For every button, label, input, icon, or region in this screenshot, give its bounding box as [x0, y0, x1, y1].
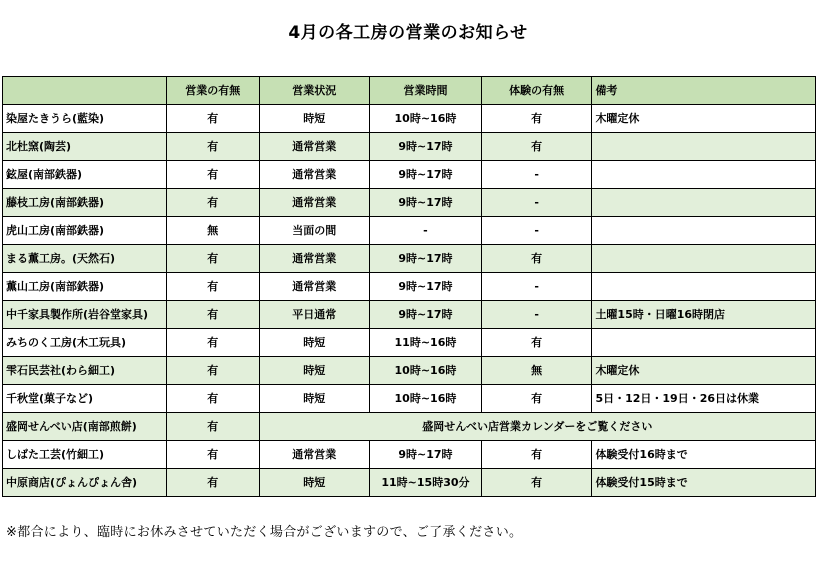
- cell-remarks: 体験受付15時まで: [592, 469, 816, 497]
- header-name: [3, 77, 167, 105]
- cell-hours: 11時~16時: [370, 329, 482, 357]
- cell-open: 無: [166, 217, 259, 245]
- header-status: 営業状況: [259, 77, 369, 105]
- cell-open: 有: [166, 329, 259, 357]
- cell-hours: 9時~17時: [370, 189, 482, 217]
- cell-experience: 無: [481, 357, 592, 385]
- cell-experience: 有: [481, 245, 592, 273]
- cell-open: 有: [166, 301, 259, 329]
- cell-status: 通常営業: [259, 273, 369, 301]
- cell-name: 北杜窯(陶芸): [3, 133, 167, 161]
- cell-experience: -: [481, 217, 592, 245]
- cell-remarks: 体験受付16時まで: [592, 441, 816, 469]
- table-row: [3, 245, 816, 273]
- page-title: 4月の各工房の営業のお知らせ: [288, 23, 528, 43]
- cell-hours: 9時~17時: [370, 245, 482, 273]
- cell-open: 有: [166, 441, 259, 469]
- cell-open: 有: [166, 189, 259, 217]
- table-row: [3, 161, 816, 189]
- cell-open: 有: [166, 469, 259, 497]
- cell-hours: 10時~16時: [370, 105, 482, 133]
- cell-hours: 9時~17時: [370, 133, 482, 161]
- cell-name: 虎山工房(南部鉄器): [3, 217, 167, 245]
- cell-remarks: [592, 161, 816, 189]
- cell-experience: 有: [481, 133, 592, 161]
- cell-name: 中千家具製作所(岩谷堂家具): [3, 301, 167, 329]
- table-row: [3, 133, 816, 161]
- cell-name: まる薫工房。(天然石): [3, 245, 167, 273]
- table-row: [3, 469, 816, 497]
- table-row: [3, 441, 816, 469]
- header-experience: 体験の有無: [481, 77, 592, 105]
- cell-status: 時短: [259, 329, 369, 357]
- cell-hours: 9時~17時: [370, 301, 482, 329]
- cell-name: 藤枝工房(南部鉄器): [3, 189, 167, 217]
- cell-remarks: 5日・12日・19日・26日は休業: [592, 385, 816, 413]
- cell-remarks: [592, 217, 816, 245]
- cell-open: 有: [166, 161, 259, 189]
- cell-remarks: [592, 245, 816, 273]
- cell-status: 時短: [259, 469, 369, 497]
- cell-name: 盛岡せんべい店(南部煎餅): [3, 413, 167, 441]
- table-row: [3, 273, 816, 301]
- cell-name: 染屋たきうら(藍染): [3, 105, 167, 133]
- cell-remarks: 木曜定休: [592, 357, 816, 385]
- cell-status: 時短: [259, 385, 369, 413]
- table-row: [3, 385, 816, 413]
- footnote: ※都合により、臨時にお休みさせていただく場合がございますので、ご了承ください。: [6, 525, 523, 540]
- cell-open: 有: [166, 133, 259, 161]
- cell-remarks: [592, 329, 816, 357]
- cell-status: 通常営業: [259, 189, 369, 217]
- cell-status: 通常営業: [259, 133, 369, 161]
- cell-status: 時短: [259, 357, 369, 385]
- table-header-row: [3, 77, 816, 105]
- cell-open: 有: [166, 413, 259, 441]
- cell-open: 有: [166, 385, 259, 413]
- cell-status: 平日通常: [259, 301, 369, 329]
- cell-hours: 11時~15時30分: [370, 469, 482, 497]
- table-row: [3, 301, 816, 329]
- cell-hours: 9時~17時: [370, 161, 482, 189]
- cell-experience: -: [481, 301, 592, 329]
- cell-name: 薫山工房(南部鉄器): [3, 273, 167, 301]
- cell-name: みちのく工房(木工玩具): [3, 329, 167, 357]
- cell-name: 千秋堂(菓子など): [3, 385, 167, 413]
- cell-open: 有: [166, 357, 259, 385]
- cell-status: 通常営業: [259, 245, 369, 273]
- cell-open: 有: [166, 105, 259, 133]
- cell-status: 時短: [259, 105, 369, 133]
- cell-hours: 9時~17時: [370, 273, 482, 301]
- workshop-table: [2, 76, 816, 497]
- cell-status: 通常営業: [259, 441, 369, 469]
- cell-hours: -: [370, 217, 482, 245]
- cell-experience: 有: [481, 469, 592, 497]
- cell-hours: 10時~16時: [370, 357, 482, 385]
- cell-name: しばた工芸(竹細工): [3, 441, 167, 469]
- cell-hours: 10時~16時: [370, 385, 482, 413]
- cell-name: 雫石民芸社(わら細工): [3, 357, 167, 385]
- cell-remarks: [592, 133, 816, 161]
- header-hours: 営業時間: [370, 77, 482, 105]
- cell-experience: -: [481, 161, 592, 189]
- header-remarks: 備考: [592, 77, 816, 105]
- cell-experience: 有: [481, 385, 592, 413]
- cell-remarks: 土曜15時・日曜16時閉店: [592, 301, 816, 329]
- table-row: [3, 413, 816, 441]
- cell-experience: 有: [481, 441, 592, 469]
- table-row: [3, 189, 816, 217]
- cell-open: 有: [166, 245, 259, 273]
- table-row: [3, 329, 816, 357]
- table-row: [3, 105, 816, 133]
- cell-merged-note: 盛岡せんべい店営業カレンダーをご覧ください: [259, 413, 815, 441]
- cell-name: 中原商店(ぴょんぴょん舎): [3, 469, 167, 497]
- cell-status: 通常営業: [259, 161, 369, 189]
- header-open: 営業の有無: [166, 77, 259, 105]
- table-row: [3, 217, 816, 245]
- cell-remarks: [592, 189, 816, 217]
- cell-status: 当面の間: [259, 217, 369, 245]
- cell-hours: 9時~17時: [370, 441, 482, 469]
- cell-experience: -: [481, 273, 592, 301]
- cell-remarks: [592, 273, 816, 301]
- cell-experience: 有: [481, 105, 592, 133]
- cell-open: 有: [166, 273, 259, 301]
- table-row: [3, 357, 816, 385]
- cell-experience: 有: [481, 329, 592, 357]
- cell-name: 鉉屋(南部鉄器): [3, 161, 167, 189]
- cell-remarks: 木曜定休: [592, 105, 816, 133]
- cell-experience: -: [481, 189, 592, 217]
